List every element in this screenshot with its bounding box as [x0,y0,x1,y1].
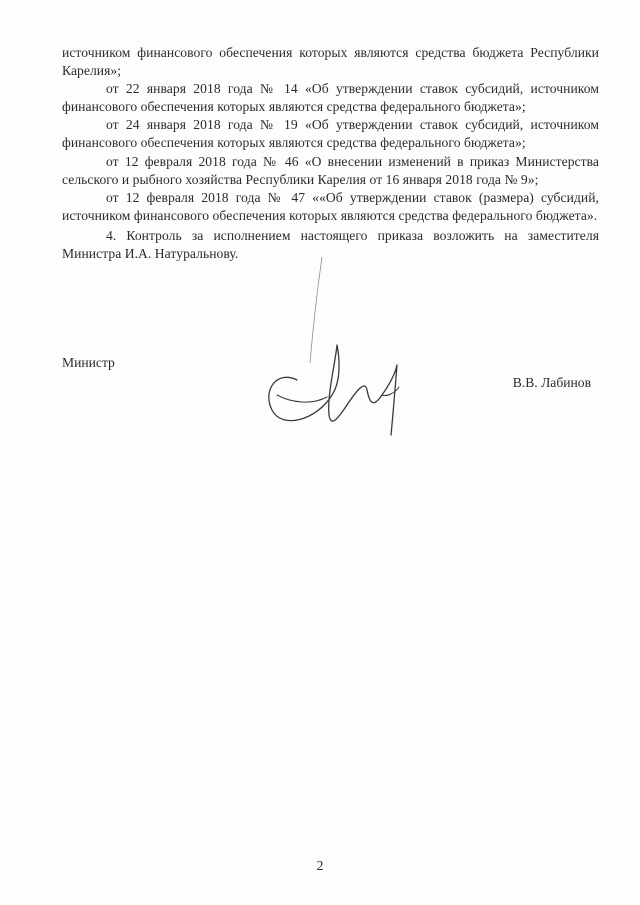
paragraph-order-46: от 12 февраля 2018 года № 46 «О внесении изменений в приказ Министерства сельского и рыбного хозяйства Республики Карелия от 16 января 2018 года № 9»; [62,153,599,187]
paragraph-order-47: от 12 февраля 2018 года № 47 ««Об утверждении ставок (размера) субсидий, источником финансового обеспечения которых являются средства федерального бюджета». [62,189,599,223]
document-body [62,44,599,263]
signature-block [62,355,599,435]
paragraph-order-19: от 24 января 2018 года № 19 «Об утверждении ставок субсидий, источником финансового обеспечения которых являются средства федерального бюджета»; [62,117,599,151]
paragraph-order-14: от 22 января 2018 года № 14 «Об утверждении ставок субсидий, источником финансового обеспечения которых являются средства федерального бюджета»; [62,81,599,115]
paragraph-item-4: 4. Контроль за исполнением настоящего приказа возложить на заместителя Министра И.А. Натуральнову. [62,227,599,262]
paragraph-continuation: источником финансового обеспечения которых являются средства бюджета Республики Карелия»; [62,45,599,79]
signatory-name: В.В. Лабинов [512,375,591,390]
page-number: 2 [316,858,324,873]
handwritten-signature [257,335,417,445]
signatory-title: Министр [62,355,115,370]
